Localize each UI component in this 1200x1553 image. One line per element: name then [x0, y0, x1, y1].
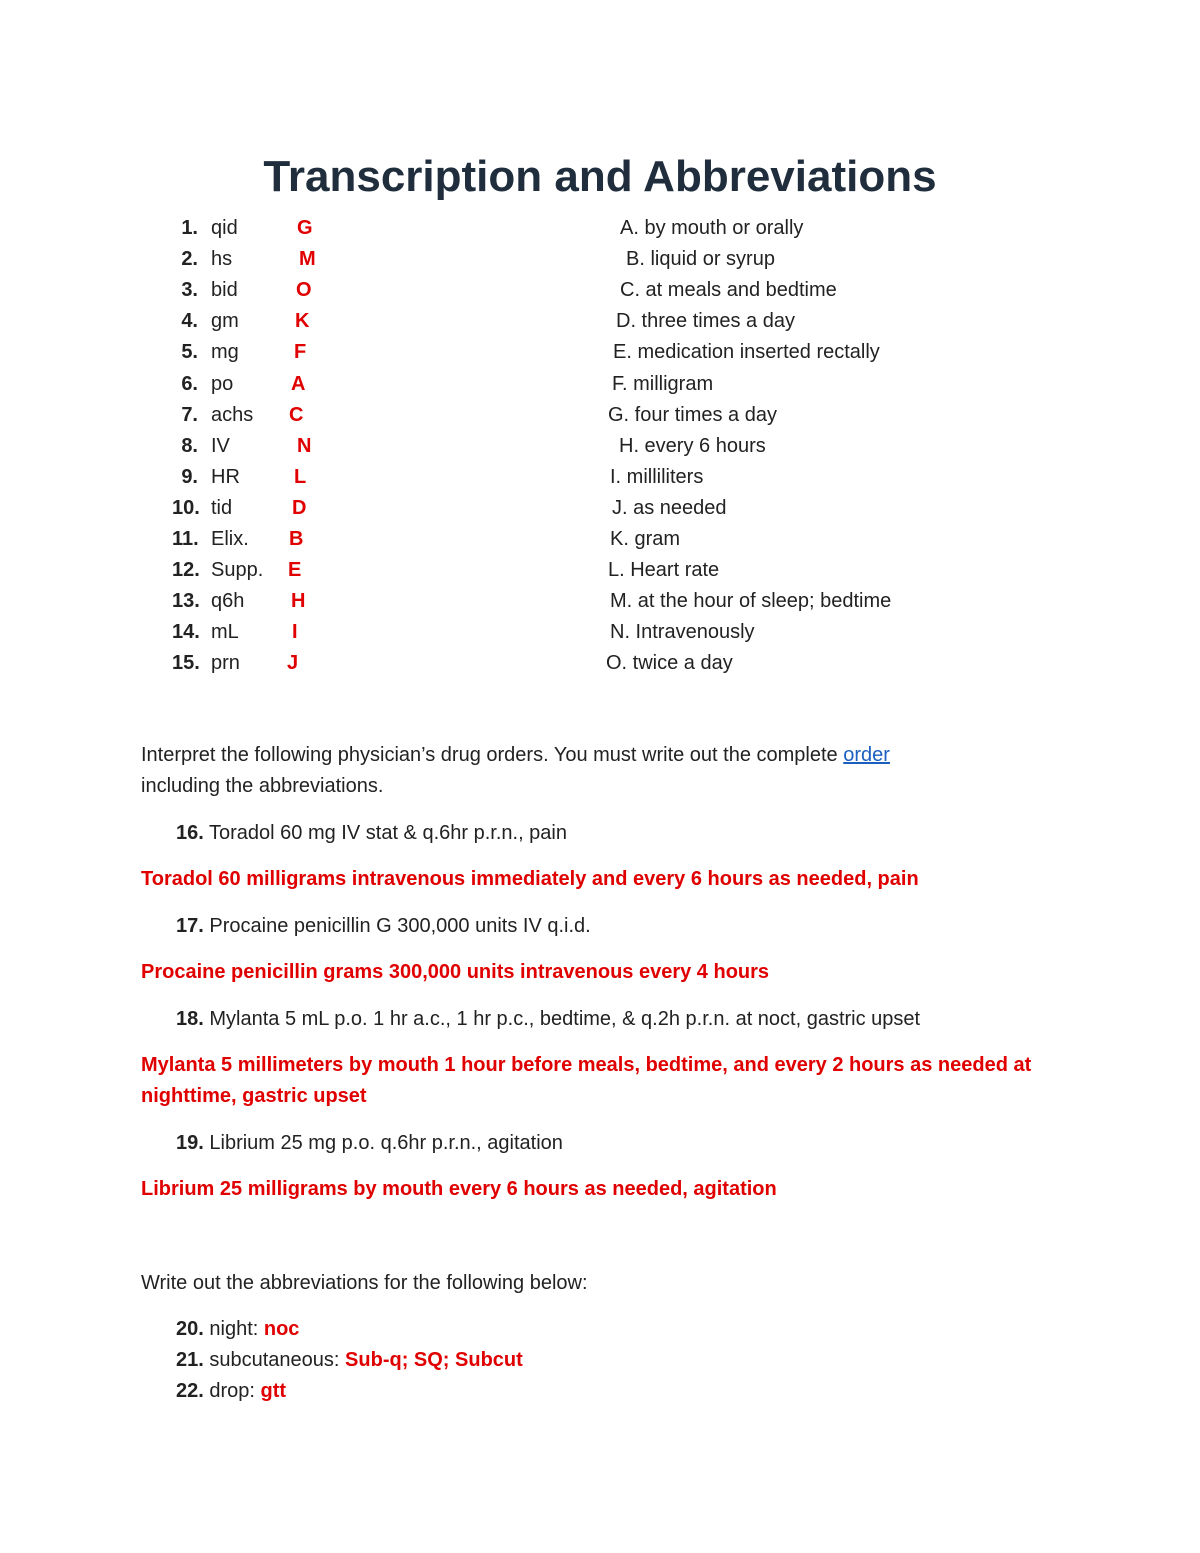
matching-number: 12. [172, 559, 200, 582]
orders-instructions [141, 740, 1061, 802]
abbrev-number: 21. [176, 1349, 204, 1371]
matching-answer: H [291, 590, 306, 613]
order-text: Toradol 60 mg IV stat & q.6hr p.r.n., pain [209, 822, 567, 844]
matching-definition: K. gram [610, 528, 681, 550]
matching-row [0, 213, 1200, 244]
matching-number: 7. [181, 403, 198, 426]
matching-answer: E [288, 559, 302, 582]
matching-abbreviation: q6h [211, 590, 245, 613]
abbrev-item-22 [176, 1376, 286, 1407]
order-item-19 [176, 1128, 563, 1159]
matching-answer: B [289, 528, 304, 550]
matching-number: 14. [172, 621, 200, 644]
matching-definition: B. liquid or syrup [626, 248, 775, 271]
matching-definition: F. milligram [612, 372, 714, 395]
matching-definition: A. by mouth or orally [620, 217, 804, 239]
matching-definition: J. as needed [612, 496, 727, 519]
abbrev-answer: Sub-q; SQ; Subcut [345, 1349, 523, 1371]
matching-number: 11. [172, 528, 199, 550]
matching-abbreviation: mg [211, 341, 239, 364]
matching-definition: N. Intravenously [610, 621, 755, 644]
matching-answer: I [292, 621, 298, 644]
matching-definition: L. Heart rate [608, 559, 720, 582]
matching-abbreviation: Supp. [211, 559, 264, 582]
abbrev-item-20 [176, 1314, 299, 1345]
abbrev-term: night: [209, 1318, 259, 1340]
matching-number: 6. [181, 372, 198, 395]
order-answer-17: Procaine penicillin grams 300,000 units intravenous every 4 hours [141, 961, 770, 983]
matching-row [0, 306, 1200, 337]
matching-number: 4. [181, 310, 198, 333]
matching-abbreviation: achs [211, 403, 254, 426]
matching-abbreviation: qid [211, 217, 238, 239]
abbrev-answer: gtt [260, 1380, 287, 1402]
matching-row [0, 462, 1200, 493]
matching-abbreviation: po [211, 372, 234, 395]
order-text: Librium 25 mg p.o. q.6hr p.r.n., agitation [209, 1132, 563, 1154]
abbrev-prompt: Write out the abbreviations for the following below: [141, 1272, 588, 1294]
matching-abbreviation: HR [211, 465, 240, 488]
matching-definition: M. at the hour of sleep; bedtime [610, 590, 892, 613]
matching-row [0, 431, 1200, 462]
matching-number: 8. [181, 434, 198, 457]
matching-answer: O [296, 279, 312, 302]
matching-abbreviation: mL [211, 621, 239, 644]
matching-row [0, 337, 1200, 368]
abbrev-number: 20. [176, 1318, 204, 1340]
matching-number: 15. [172, 652, 200, 675]
matching-row [0, 369, 1200, 400]
order-item-18 [176, 1004, 920, 1035]
abbrev-term: subcutaneous: [209, 1349, 340, 1371]
matching-row [0, 244, 1200, 275]
matching-abbreviation: Elix. [211, 528, 249, 550]
matching-definition: G. four times a day [608, 403, 777, 426]
matching-abbreviation: hs [211, 248, 233, 271]
matching-definition: E. medication inserted rectally [613, 341, 880, 364]
matching-answer: G [297, 217, 313, 239]
abbrev-item-21 [176, 1345, 523, 1376]
matching-row [0, 586, 1200, 617]
matching-number: 2. [181, 248, 198, 271]
matching-answer: C [289, 403, 304, 426]
order-item-17 [176, 911, 591, 942]
matching-definition: O. twice a day [606, 652, 733, 675]
matching-row [0, 400, 1200, 431]
matching-answer: L [294, 465, 307, 488]
matching-abbreviation: prn [211, 652, 240, 675]
matching-answer: M [299, 248, 316, 271]
order-item-16 [176, 818, 567, 849]
abbrev-number: 22. [176, 1380, 204, 1402]
abbrev-term: drop: [209, 1380, 255, 1402]
page-title: Transcription and Abbreviations [263, 152, 937, 201]
matching-number: 13. [172, 590, 200, 613]
matching-definition: I. milliliters [610, 465, 704, 488]
matching-number: 9. [181, 465, 198, 488]
matching-row [0, 648, 1200, 679]
order-number: 17. [176, 915, 204, 937]
matching-definition: H. every 6 hours [619, 434, 766, 457]
matching-number: 3. [181, 279, 198, 302]
matching-definition: D. three times a day [616, 310, 795, 333]
abbrev-answer: noc [263, 1318, 300, 1340]
instructions-text: Interpret the following physician’s drug orders. You must write out the complete [141, 744, 844, 766]
matching-row [0, 617, 1200, 648]
matching-answer: A [291, 372, 306, 395]
matching-abbreviation: tid [211, 496, 233, 519]
order-text: Mylanta 5 mL p.o. 1 hr a.c., 1 hr p.c., bedtime, & q.2h p.r.n. at noct, gastric upset [209, 1008, 921, 1030]
matching-abbreviation: bid [211, 279, 238, 302]
order-number: 16. [176, 822, 204, 844]
matching-answer: N [297, 434, 312, 457]
order-number: 19. [176, 1132, 204, 1154]
matching-number: 10. [172, 496, 200, 519]
order-text: Procaine penicillin G 300,000 units IV q.i.d. [209, 915, 591, 937]
order-answer-19: Librium 25 milligrams by mouth every 6 hours as needed, agitation [141, 1178, 777, 1200]
order-link[interactable]: order [843, 744, 890, 766]
matching-answer: F [294, 341, 307, 364]
order-number: 18. [176, 1008, 204, 1030]
matching-row [0, 493, 1200, 524]
matching-number: 5. [181, 341, 198, 364]
matching-row [0, 555, 1200, 586]
matching-row [0, 275, 1200, 306]
matching-definition: C. at meals and bedtime [620, 279, 837, 302]
instructions-text-continued: including the abbreviations. [141, 775, 384, 797]
matching-answer: K [295, 310, 310, 333]
matching-row [0, 524, 1200, 555]
matching-abbreviation: IV [211, 434, 230, 457]
matching-number: 1. [181, 217, 198, 239]
matching-answer: J [287, 652, 299, 675]
order-answer-18: Mylanta 5 millimeters by mouth 1 hour before meals, bedtime, and every 2 hours as needed at nighttime, gastric upset [141, 1054, 1032, 1107]
order-answer-16: Toradol 60 milligrams intravenous immediately and every 6 hours as needed, pain [141, 868, 919, 890]
matching-abbreviation: gm [211, 310, 239, 333]
matching-answer: D [292, 496, 307, 519]
